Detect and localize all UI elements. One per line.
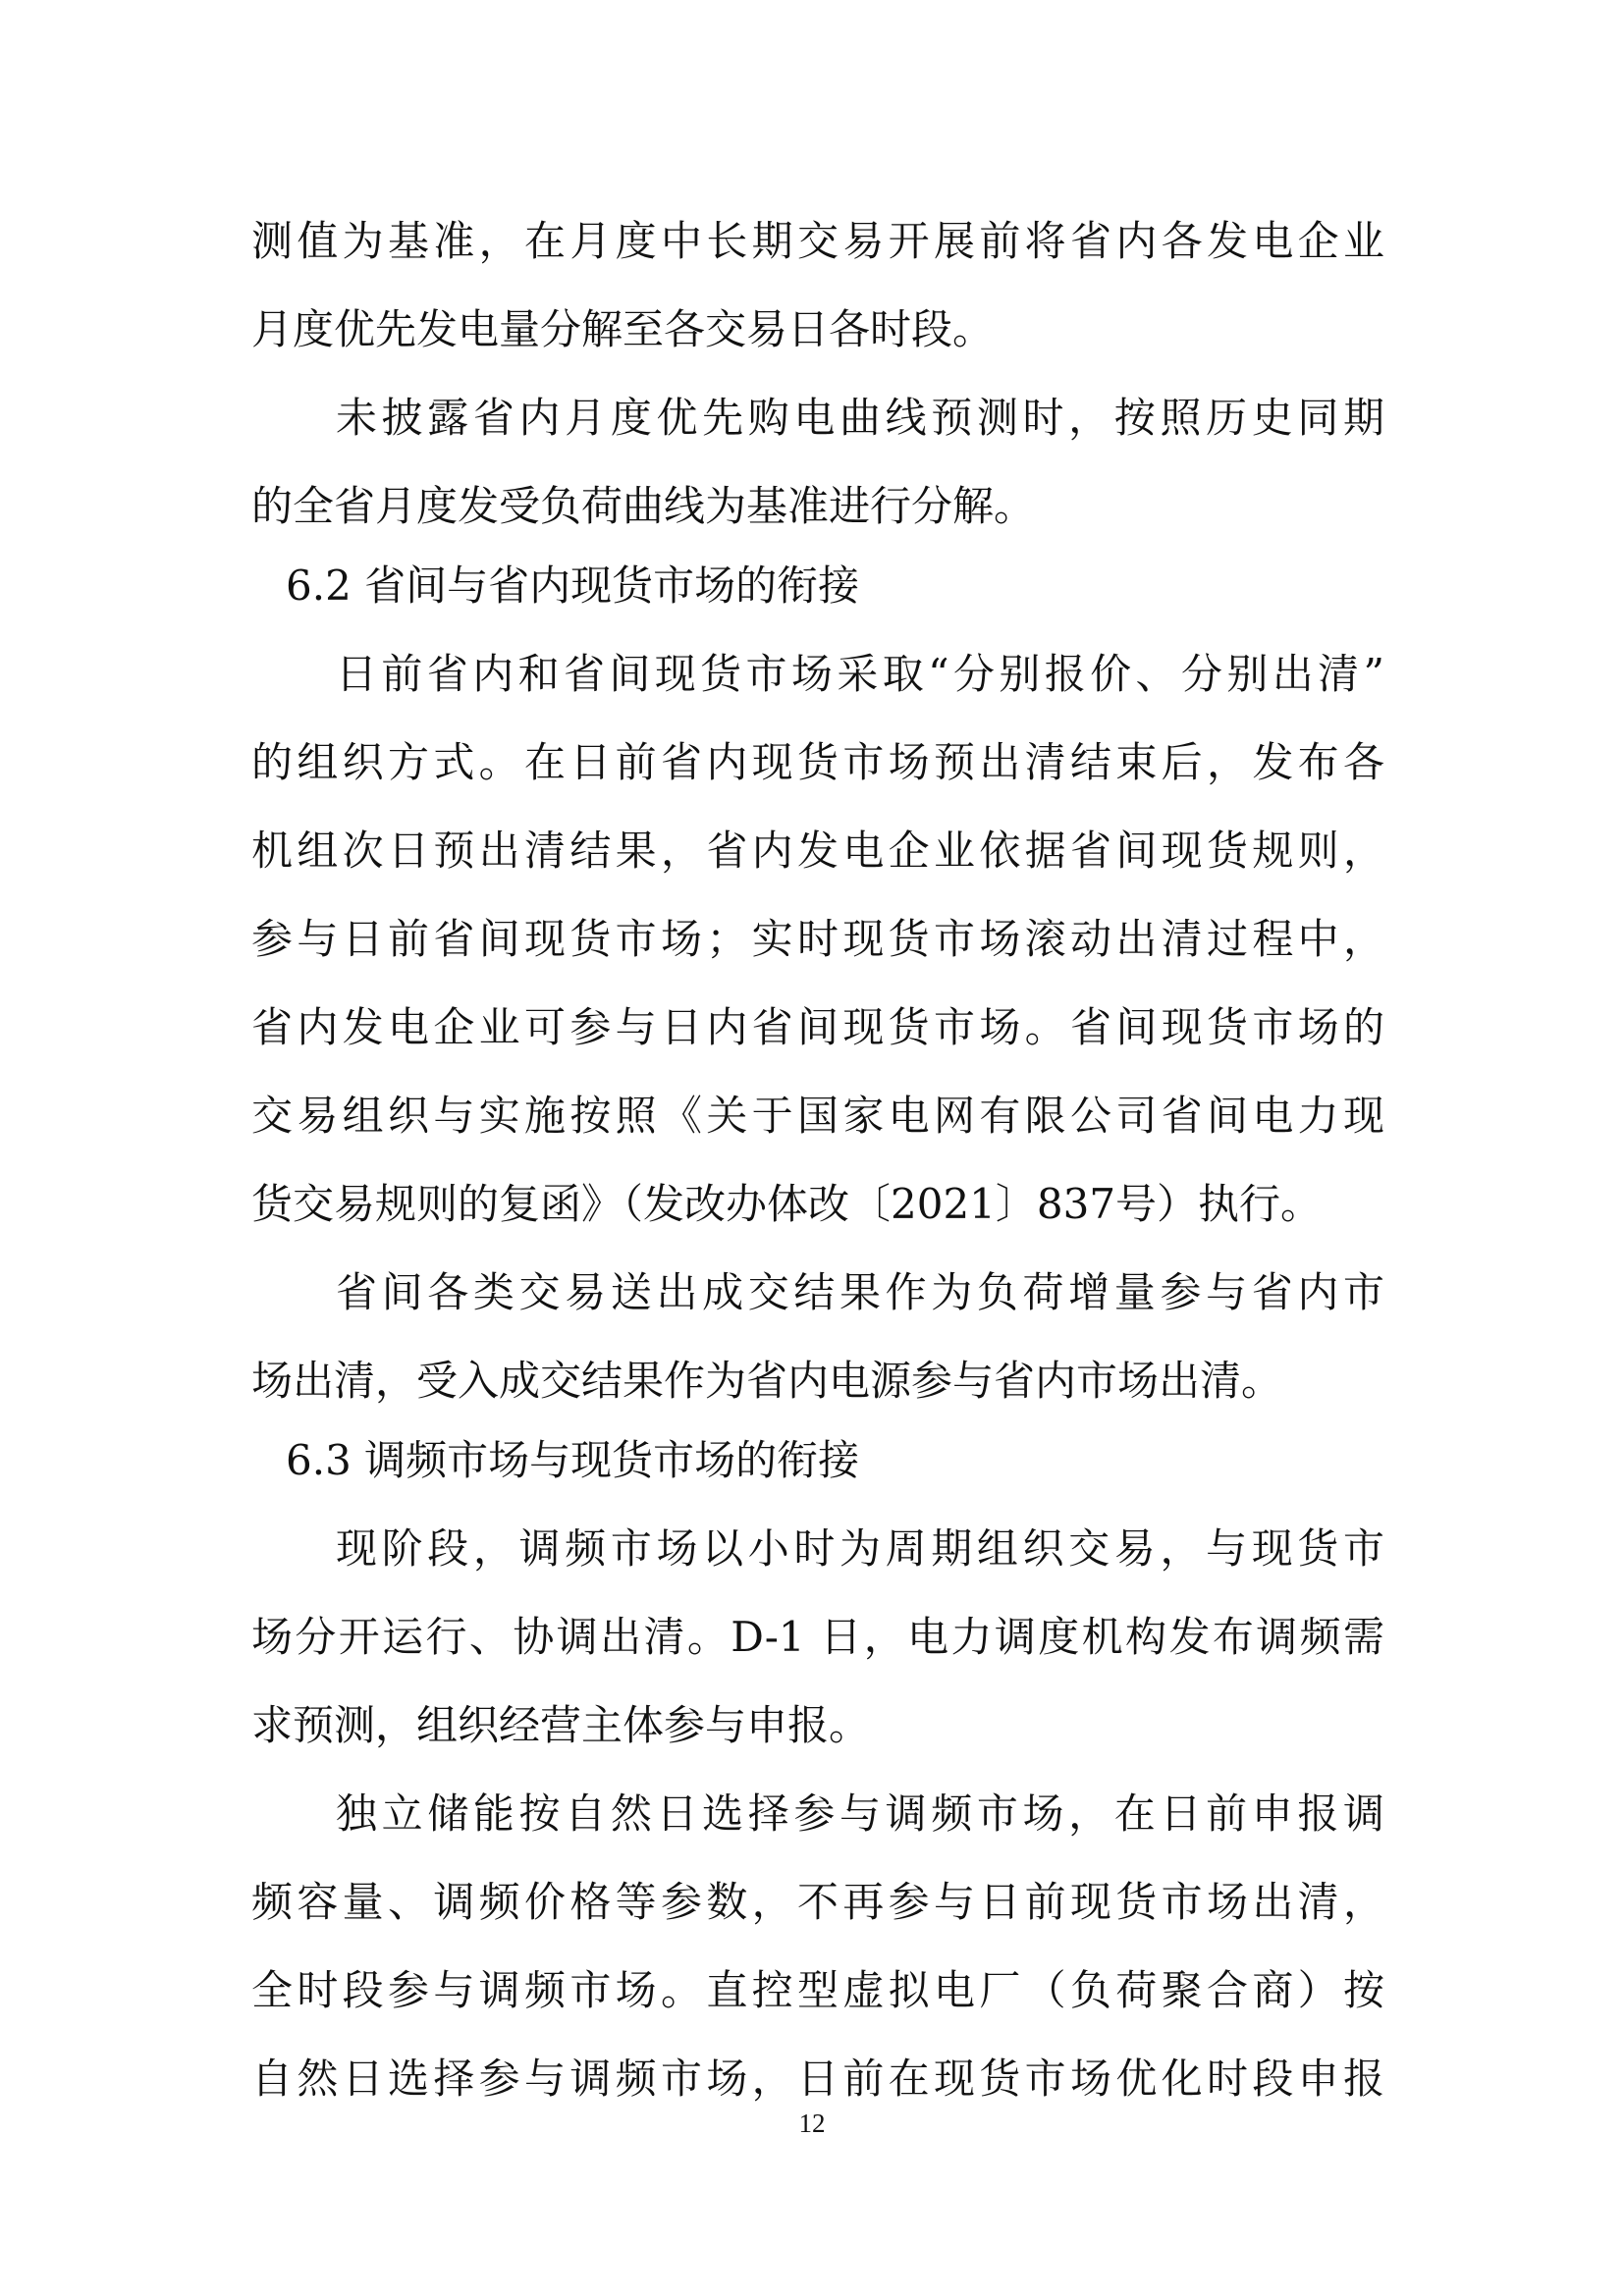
paragraph-line: 全时段参与调频市场。直控型虚拟电厂（负荷聚合商）按 bbox=[251, 1966, 1384, 2014]
paragraph-line: 现阶段，调频市场以小时为周期组织交易，与现货市 bbox=[336, 1524, 1384, 1573]
paragraph-line: 测值为基准，在月度中长期交易开展前将省内各发电企业 bbox=[251, 217, 1384, 265]
paragraph-line: 求预测，组织经营主体参与申报。 bbox=[251, 1701, 871, 1749]
paragraph-line: 货交易规则的复函》（发改办体改〔2021〕837号）执行。 bbox=[251, 1180, 1323, 1228]
section-heading: 6.3 调频市场与现货市场的衔接 bbox=[286, 1436, 860, 1484]
paragraph-line: 省内发电企业可参与日内省间现货市场。省间现货市场的 bbox=[251, 1003, 1384, 1051]
paragraph-line: 月度优先发电量分解至各交易日各时段。 bbox=[251, 305, 995, 353]
paragraph-line: 交易组织与实施按照《关于国家电网有限公司省间电力现 bbox=[251, 1092, 1384, 1140]
paragraph-line: 独立储能按自然日选择参与调频市场，在日前申报调 bbox=[336, 1789, 1384, 1838]
paragraph-line: 的组织方式。在日前省内现货市场预出清结束后，发布各 bbox=[251, 738, 1384, 786]
paragraph-line: 机组次日预出清结果，省内发电企业依据省间现货规则， bbox=[251, 827, 1384, 875]
paragraph-line: 未披露省内月度优先购电曲线预测时，按照历史同期 bbox=[336, 394, 1384, 442]
paragraph-line: 日前省内和省间现货市场采取“分别报价、分别出清” bbox=[336, 650, 1384, 698]
paragraph-line: 省间各类交易送出成交结果作为负荷增量参与省内市 bbox=[336, 1268, 1384, 1316]
paragraph-line: 的全省月度发受负荷曲线为基准进行分解。 bbox=[251, 482, 1036, 530]
section-heading: 6.2 省间与省内现货市场的衔接 bbox=[286, 561, 860, 610]
paragraph-line: 参与日前省间现货市场；实时现货市场滚动出清过程中， bbox=[251, 915, 1384, 963]
paragraph-line: 场出清，受入成交结果作为省内电源参与省内市场出清。 bbox=[251, 1357, 1283, 1405]
paragraph-line: 自然日选择参与调频市场，日前在现货市场优化时段申报 bbox=[251, 2055, 1384, 2103]
paragraph-line: 频容量、调频价格等参数，不再参与日前现货市场出清， bbox=[251, 1878, 1384, 1926]
paragraph-line: 场分开运行、协调出清。D-1 日，电力调度机构发布调频需 bbox=[251, 1613, 1384, 1661]
page-number: 12 bbox=[798, 2109, 826, 2138]
